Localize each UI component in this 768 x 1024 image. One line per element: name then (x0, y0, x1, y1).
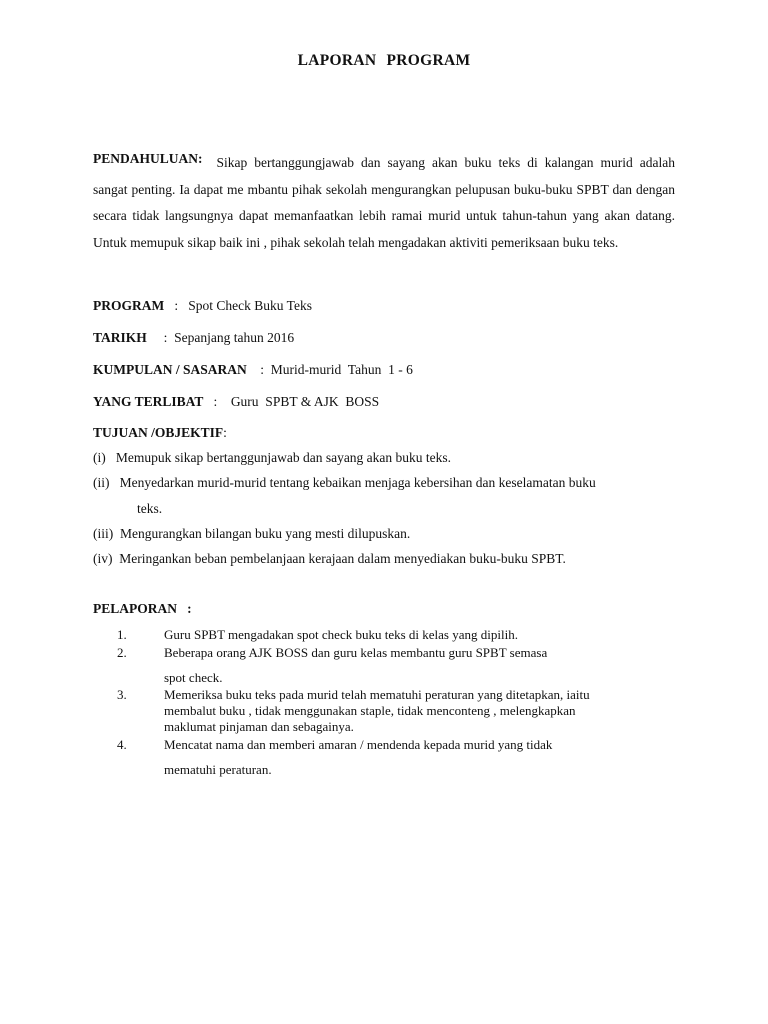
reporting-line: Memeriksa buku teks pada murid telah mematuhi peraturan yang ditetapkan, iaitu (164, 687, 590, 702)
objective-item (93, 450, 451, 466)
introduction-text: Sikap bertanggungjawab dan sayang akan buku teks di kalangan murid adalah sangat penting. Ia dapat me mbantu pihak sekolah mengurangkan pelupusan buku-buku SPBT dan dengan secara tidak langsungnya dapat memanfaatkan lebih ramai murid untuk tahun-tahun yang akan datang. Untuk memupuk sikap baik ini , pihak sekolah telah mengadakan aktiviti pemeriksaan buku teks. (93, 155, 675, 250)
field-program-separator: : (164, 298, 189, 313)
reporting-number: 3. (117, 687, 127, 702)
reporting-item (164, 687, 664, 735)
objective-text: Menyedarkan murid-murid tentang kebaikan menjaga kebersihan dan keselamatan buku (119, 475, 596, 490)
reporting-item (164, 627, 664, 643)
objective-item (93, 475, 596, 491)
reporting-item (164, 645, 664, 686)
objectives-heading (93, 425, 227, 441)
reporting-line: mematuhi peraturan. (164, 762, 272, 777)
reporting-line: membalut buku , tidak menggunakan staple, tidak menconteng , melengkapkan (164, 703, 576, 718)
reporting-number: 2. (117, 645, 127, 660)
field-tarikh-value: Sepanjang tahun 2016 (174, 330, 295, 345)
objective-marker: (i) (93, 450, 106, 465)
objective-marker: (ii) (93, 475, 110, 490)
reporting-line: Beberapa orang AJK BOSS dan guru kelas membantu guru SPBT semasa (164, 645, 548, 660)
objective-item (93, 526, 410, 542)
field-kumpulan (93, 362, 413, 378)
objective-item (93, 551, 566, 567)
field-program (93, 298, 312, 314)
objective-marker: (iv) (93, 551, 113, 566)
reporting-number: 4. (117, 737, 127, 752)
field-program-key: PROGRAM (93, 298, 165, 313)
objective-text: Memupuk sikap bertanggunjawab dan sayang akan buku teks. (115, 450, 452, 465)
field-terlibat-value: Guru SPBT & AJK BOSS (230, 394, 380, 409)
field-terlibat-separator: : (203, 394, 231, 409)
introduction-label: PENDAHULUAN: (93, 151, 203, 166)
objectives-heading-colon: : (223, 425, 227, 440)
field-tarikh (93, 330, 294, 346)
objective-text: Mengurangkan bilangan buku yang mesti dilupuskan. (120, 526, 411, 541)
reporting-item (164, 737, 664, 778)
field-kumpulan-separator: : (246, 362, 271, 377)
field-kumpulan-value: Murid-murid Tahun 1 - 6 (270, 362, 413, 377)
page-title: LAPORAN PROGRAM (297, 52, 471, 69)
reporting-line: Guru SPBT mengadakan spot check buku teks di kelas yang dipilih. (164, 627, 518, 642)
field-kumpulan-key: KUMPULAN / SASARAN (93, 362, 247, 377)
objective-continuation: teks. (137, 501, 163, 516)
field-terlibat (93, 394, 379, 410)
objective-marker: (iii) (93, 526, 114, 541)
objectives-heading-text: TUJUAN /OBJEKTIF (93, 425, 224, 440)
reporting-line: Mencatat nama dan memberi amaran / mendenda kepada murid yang tidak (164, 737, 553, 752)
reporting-line: spot check. (164, 670, 223, 685)
field-terlibat-key: YANG TERLIBAT (93, 394, 204, 409)
reporting-line: maklumat pinjaman dan sebagainya. (164, 719, 354, 734)
objective-text: Meringankan beban pembelanjaan kerajaan dalam menyediakan buku-buku SPBT. (119, 551, 566, 566)
reporting-number: 1. (117, 627, 127, 642)
introduction-paragraph (93, 150, 675, 256)
field-tarikh-separator: : (146, 330, 175, 345)
field-program-value: Spot Check Buku Teks (188, 298, 312, 313)
field-tarikh-key: TARIKH (93, 330, 147, 345)
reporting-heading: PELAPORAN : (93, 601, 192, 616)
